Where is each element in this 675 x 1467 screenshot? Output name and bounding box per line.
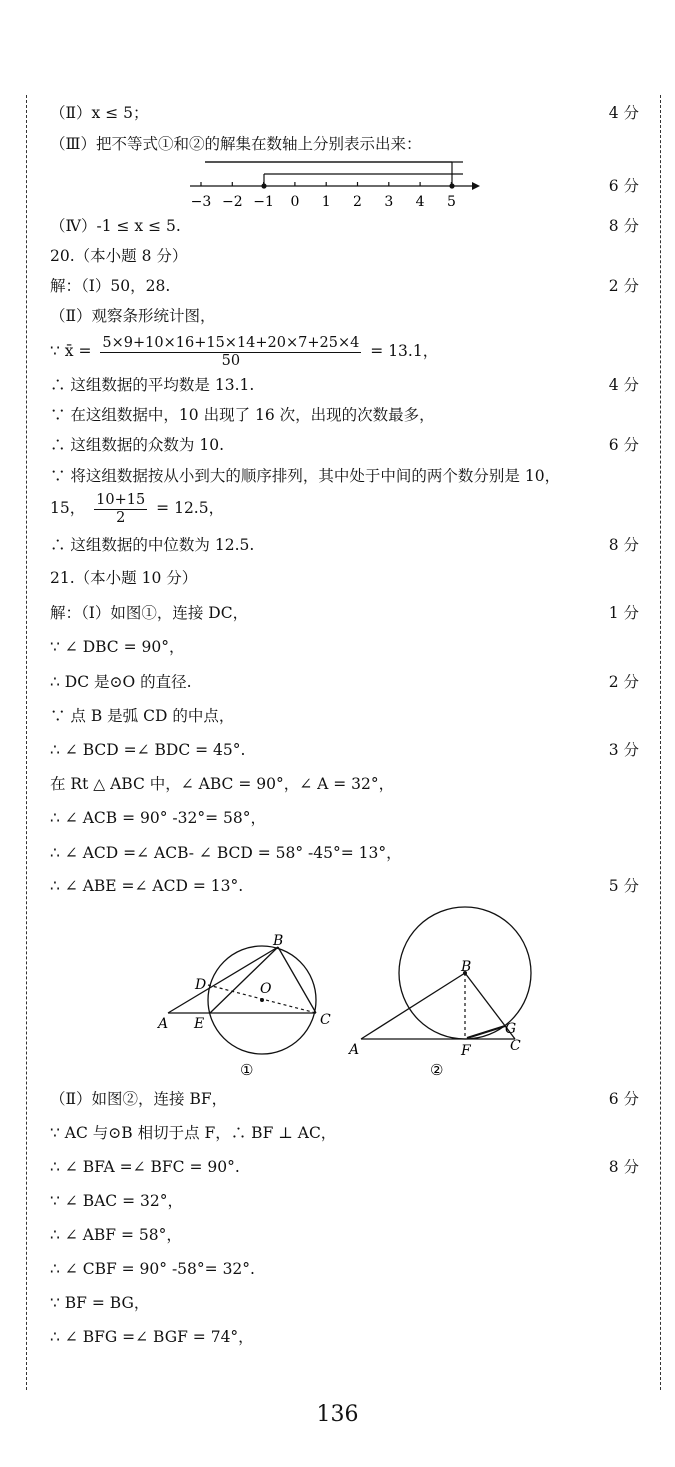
number-line-tick-label: 4	[415, 194, 425, 210]
question-heading: 20.（本小题 8 分）	[50, 247, 188, 265]
answer-line: ∵ 将这组数据按从小到大的顺序排列，其中处于中间的两个数分别是 10，	[50, 467, 561, 485]
number-line-tick-label: 5	[446, 194, 456, 210]
number-line-tick-label: −1	[253, 194, 274, 210]
question-heading: 21.（本小题 10 分）	[50, 569, 198, 587]
number-line-tick-label: −3	[190, 194, 212, 210]
point-label-a: A	[158, 1016, 169, 1032]
answer-line: 在 Rt △ ABC 中，∠ ABC = 90°，∠ A = 32°，	[50, 775, 395, 793]
answer-line: ∵ AC 与⊙B 相切于点 F，∴ BF ⊥ AC，	[50, 1124, 337, 1142]
answer-line: ∴ 这组数据的中位数为 12.5.	[50, 536, 255, 554]
score-label: 6 分	[608, 1090, 639, 1108]
answer-line: ∵ 在这组数据中，10 出现了 16 次，出现的次数最多，	[50, 406, 435, 424]
answer-line: 解：（Ⅰ）如图①，连接 DC，	[50, 604, 249, 622]
score-label: 4 分	[608, 376, 639, 394]
formula-result: = 12.5，	[156, 499, 225, 517]
left-margin-guide	[26, 95, 27, 1390]
answer-line: ∴ ∠ BFG =∠ BGF = 74°，	[50, 1328, 254, 1346]
fraction-denominator: 2	[116, 509, 126, 526]
fraction-numerator: 10+15	[96, 491, 146, 508]
answer-line: ∴ 这组数据的众数为 10.	[50, 436, 225, 454]
score-label: 1 分	[608, 604, 639, 622]
geometry-figure-1	[150, 925, 350, 1085]
answer-line: ∵ ∠ BAC = 32°，	[50, 1192, 183, 1210]
fraction-numerator: 5×9+10×16+15×14+20×7+25×4	[102, 334, 360, 351]
score-label: 2 分	[608, 673, 639, 691]
answer-line: （Ⅱ）观察条形统计图，	[50, 307, 216, 325]
mean-fraction	[100, 335, 361, 370]
answer-line: （Ⅱ）x ≤ 5；	[50, 104, 149, 122]
answer-line: ∴ 这组数据的平均数是 13.1.	[50, 376, 255, 394]
answer-line: ∵ ∠ DBC = 90°，	[50, 638, 185, 656]
figure-caption-1: ①	[240, 1061, 254, 1079]
score-label: 8 分	[608, 536, 639, 554]
answer-line: ∴ DC 是⊙O 的直径.	[50, 673, 192, 691]
number-line-tick-label: 1	[321, 194, 331, 210]
point-label-e: E	[194, 1016, 205, 1032]
right-margin-guide	[660, 95, 661, 1390]
formula-lead: ∵ x̄ =	[50, 342, 92, 360]
score-label: 4 分	[608, 104, 639, 122]
answer-line: ∴ ∠ ABE =∠ ACD = 13°.	[50, 877, 244, 895]
answer-line: ∵ BF = BG，	[50, 1294, 150, 1312]
answer-line: ∴ ∠ ACB = 90° -32°= 58°，	[50, 809, 266, 827]
answer-line: ∴ ∠ BCD =∠ BDC = 45°.	[50, 741, 246, 759]
number-line-tick-label: 3	[384, 194, 394, 210]
point-label-c: C	[510, 1038, 521, 1054]
answer-line: （Ⅱ）如图②，连接 BF，	[50, 1090, 228, 1108]
point-label-b: B	[461, 959, 472, 975]
number-line-tick-label: 2	[353, 194, 362, 210]
number-line-tick-label: −2	[221, 194, 243, 210]
score-label: 6 分	[608, 177, 639, 195]
point-label-a: A	[349, 1042, 360, 1058]
formula-result: = 13.1，	[370, 342, 439, 360]
score-label: 5 分	[608, 877, 639, 895]
median-formula	[50, 490, 224, 527]
score-label: 3 分	[608, 741, 639, 759]
answer-line: ∴ ∠ ACD =∠ ACB- ∠ BCD = 58° -45°= 13°，	[50, 844, 402, 862]
point-label-g: G	[505, 1021, 517, 1037]
mean-formula	[50, 333, 438, 370]
figure-caption-2: ②	[430, 1061, 444, 1079]
score-label: 6 分	[608, 436, 639, 454]
answer-line: ∴ ∠ BFA =∠ BFC = 90°.	[50, 1158, 240, 1176]
answer-line: （Ⅲ）把不等式①和②的解集在数轴上分别表示出来：	[50, 135, 422, 153]
score-label: 8 分	[608, 1158, 639, 1176]
answer-line: ∵ 点 B 是弧 CD 的中点，	[50, 707, 235, 725]
point-label-b: B	[273, 933, 284, 949]
answer-line: 解：（Ⅰ）50，28.	[50, 277, 171, 295]
point-label-c: C	[320, 1012, 331, 1028]
geometry-figure-2	[345, 905, 545, 1085]
score-label: 2 分	[608, 277, 639, 295]
number-line-diagram	[185, 158, 485, 212]
answer-line: （Ⅳ）-1 ≤ x ≤ 5.	[50, 217, 181, 235]
answer-line: ∴ ∠ ABF = 58°，	[50, 1226, 182, 1244]
median-fraction	[94, 492, 147, 527]
point-label-o: O	[260, 981, 272, 997]
answer-line: ∴ ∠ CBF = 90° -58°= 32°.	[50, 1260, 255, 1278]
number-line-tick-label: 0	[290, 194, 300, 210]
fraction-denominator: 50	[221, 352, 241, 369]
point-label-f: F	[461, 1043, 471, 1059]
formula-lead: 15，	[50, 499, 86, 517]
point-label-d: D	[195, 977, 207, 993]
score-label: 8 分	[608, 217, 639, 235]
page-number: 136	[316, 1402, 359, 1427]
